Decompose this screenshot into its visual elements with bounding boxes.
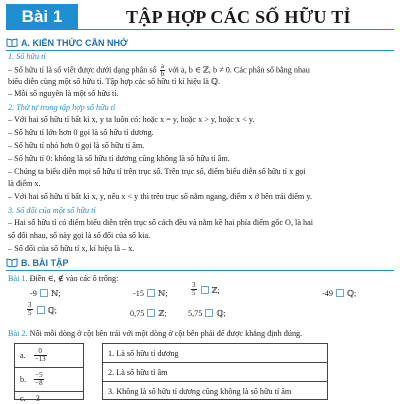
right-row[interactable]: 2. Là số hữu tỉ âm (103, 363, 327, 382)
right-row[interactable]: 3. Không là số hữu tỉ dương cũng không là số hữu tỉ âm (108, 387, 292, 396)
exercise-2-text: Nối mỗi dòng ở cột bên trái với một dòng ở cột bên phải để được khẳng định đúng. (29, 329, 303, 338)
left-row[interactable] (15, 368, 83, 392)
left-row[interactable] (15, 344, 83, 368)
fraction (27, 302, 33, 317)
section-b-heading (6, 258, 394, 272)
text-line: – Số hữu tỉ lớn hơn 0 gọi là số hữu tỉ dương. (8, 128, 154, 137)
exercise-1-text: Điền ∈, ∉ vào các ô trống: (29, 274, 119, 283)
left-row[interactable] (15, 392, 83, 404)
text-line: – Số đối của số hữu tỉ x, kí hiệu là – x. (8, 244, 135, 253)
answer-box[interactable] (147, 309, 155, 317)
header-rule (78, 29, 394, 30)
fraction (34, 348, 47, 363)
lesson-title: TẬP HỢP CÁC SỐ HỮU TỈ (126, 7, 351, 27)
fraction-numerator: a (160, 62, 164, 70)
text-line: là điểm x. (8, 179, 41, 188)
row-label: a. (20, 351, 26, 360)
ex1-value: 5,75 (188, 308, 203, 318)
section-b-rule (6, 270, 394, 271)
answer-box[interactable] (37, 306, 45, 314)
text-span: – Số hữu tỉ là số viết được dưới dạng phân số (8, 65, 157, 75)
fraction (34, 372, 43, 387)
section-b-title: B. BÀI TẬP (21, 258, 69, 268)
ex1-item (133, 288, 168, 298)
fraction-numerator: −5 (35, 371, 43, 379)
fraction-denominator: −13 (34, 355, 46, 363)
text-line: – Số hữu tỉ 0: không là số hữu tỉ dương cũng không là số hữu tỉ âm. (8, 154, 230, 163)
text-line: – Mỗi số nguyên là một số hữu tỉ. (8, 89, 119, 98)
answer-box[interactable] (201, 286, 209, 294)
ex1-set: ℕ; (157, 289, 168, 298)
text-line: – Chúng ta biểu diễn mọi số hữu tỉ trên trục số. Trên trục số, điểm biểu diễn số hữu tỉ x gọi (8, 167, 306, 176)
text-line: số đối nhau, số này gọi là số đối của số kia. (8, 231, 151, 240)
text-line: biểu diễn cùng một số hữu tỉ. Tập hợp các số hữu tỉ kí hiệu là ℚ. (8, 77, 221, 86)
ex1-item (188, 308, 226, 318)
right-column-table (102, 343, 328, 400)
ex1-value: 0,75 (130, 308, 145, 318)
ex1-set: ℕ; (50, 289, 61, 298)
fraction (191, 282, 197, 297)
answer-box[interactable] (205, 309, 213, 317)
right-row[interactable]: 1. Là số hữu tỉ dương (103, 344, 327, 363)
text-span: với a, b ∈ ℤ, b ≠ 0. Các phân số bằng nhau (168, 65, 310, 75)
text-line: – Với hai số hữu tỉ bất kì x, y ta luôn có: hoặc x = y, hoặc x > y, hoặc x < y. (8, 115, 255, 124)
ex1-value: -9 (30, 288, 37, 298)
section-a-rule (6, 50, 394, 51)
subheading-1: 1. Số hữu tỉ (8, 52, 46, 61)
lesson-header (6, 4, 394, 32)
answer-box[interactable] (336, 289, 344, 297)
exercise-2-label: Bài 2. (8, 329, 28, 338)
answer-box[interactable] (147, 289, 155, 297)
text-line: – Số hữu tỉ nhỏ hơn 0 gọi là số hữu tỉ âm. (8, 141, 145, 150)
ex1-item (190, 282, 220, 297)
ex1-set: ℚ; (216, 309, 226, 318)
book-icon (6, 38, 18, 47)
section-a-heading (6, 38, 394, 52)
ex1-item (322, 288, 356, 298)
text-line (8, 63, 394, 78)
row-label: b. (20, 375, 27, 384)
ex1-value: -49 (322, 288, 333, 298)
ex1-item (30, 288, 61, 298)
ex1-set: ℚ; (346, 289, 357, 298)
fraction-denominator: b (160, 70, 165, 78)
ex1-set: ℚ; (47, 305, 57, 315)
book-icon (6, 258, 18, 267)
fraction-numerator: 3 (192, 281, 196, 289)
subheading-3: 3. Số đối của một số hữu tỉ (8, 206, 96, 215)
exercise-2-prompt (8, 329, 394, 339)
row-label: c. (20, 393, 26, 403)
section-a-title: A. KIẾN THỨC CẦN NHỚ (21, 38, 128, 48)
ex1-value: -15 (133, 288, 144, 298)
left-column-table (14, 343, 84, 403)
fraction-denominator: −8 (35, 379, 43, 387)
lesson-badge: Bài 1 (6, 4, 78, 30)
fraction-numerator: 3 (28, 301, 32, 309)
fraction-denominator: 5 (28, 309, 32, 317)
text-line: – Hai số hữu tỉ có điểm biểu diễn trên trục số cách đều và nằm kề hai phía điểm gốc O, là hai (8, 218, 314, 227)
ex1-item (26, 302, 57, 317)
fraction-numerator: 0 (34, 348, 47, 356)
row-value: 3 (35, 393, 40, 403)
fraction-denominator: 5 (192, 289, 196, 297)
answer-box[interactable] (40, 289, 48, 297)
subheading-2: 2. Thứ tự trong tập hợp số hữu tỉ (8, 103, 116, 112)
text-line: – Với hai số hữu tỉ bất kì x, y, nếu x < y thì trên trục số nằm ngang, điểm x ở bên trái điểm y. (8, 192, 312, 201)
fraction (160, 63, 166, 78)
ex1-set: ℤ; (211, 285, 220, 295)
ex1-item (130, 308, 167, 318)
ex1-set: ℤ; (158, 309, 167, 318)
exercise-1-label: Bài 1. (8, 274, 28, 283)
